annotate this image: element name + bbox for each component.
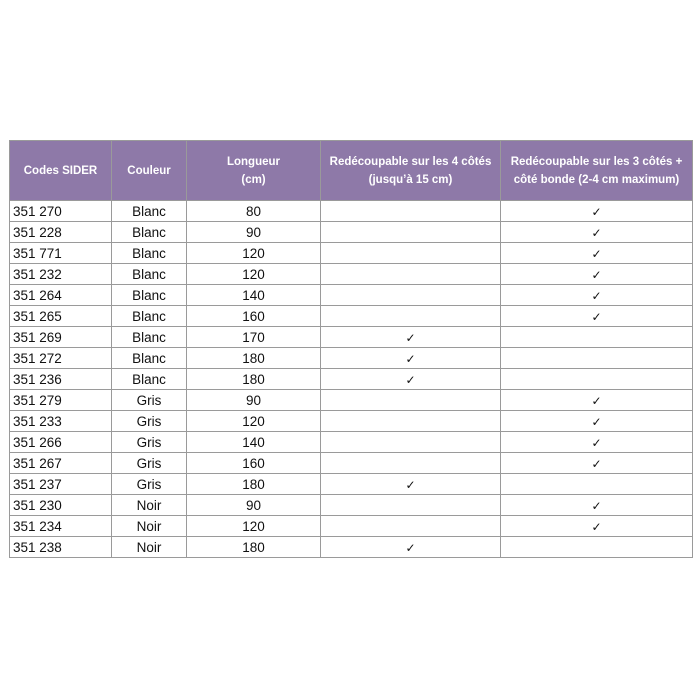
- cell-couleur: Gris: [112, 453, 187, 474]
- cell-three-sides: [501, 306, 693, 327]
- cell-longueur: 160: [187, 306, 321, 327]
- cell-longueur: 120: [187, 264, 321, 285]
- cell-four-sides: [321, 369, 501, 390]
- cell-four-sides: [321, 327, 501, 348]
- table-row: [10, 432, 693, 453]
- cell-four-sides: [321, 411, 501, 432]
- checkmark-icon: ✓: [405, 330, 416, 345]
- cell-code: 351 279: [10, 390, 112, 411]
- cell-four-sides: [321, 243, 501, 264]
- cell-three-sides: [501, 453, 693, 474]
- cell-four-sides: [321, 390, 501, 411]
- header-four-sides: [321, 141, 501, 201]
- checkmark-icon: ✓: [591, 393, 602, 408]
- cell-three-sides: [501, 222, 693, 243]
- checkmark-icon: ✓: [591, 414, 602, 429]
- cell-four-sides: [321, 495, 501, 516]
- checkmark-icon: ✓: [591, 519, 602, 534]
- header-longueur-line-2: (cm): [241, 173, 266, 186]
- table-row: [10, 537, 693, 558]
- cell-code: 351 237: [10, 474, 112, 495]
- cell-couleur: Noir: [112, 537, 187, 558]
- cell-three-sides: [501, 516, 693, 537]
- cell-three-sides: [501, 411, 693, 432]
- table-row: [10, 516, 693, 537]
- header-longueur: [187, 141, 321, 201]
- checkmark-icon: ✓: [405, 351, 416, 366]
- header-three-sides-line-2: côté bonde (2-4 cm maximum): [513, 173, 680, 186]
- cell-four-sides: [321, 348, 501, 369]
- cell-three-sides: [501, 285, 693, 306]
- cell-couleur: Blanc: [112, 201, 187, 222]
- cell-couleur: Blanc: [112, 348, 187, 369]
- cell-four-sides: [321, 453, 501, 474]
- table-row: [10, 243, 693, 264]
- cell-code: 351 771: [10, 243, 112, 264]
- cell-longueur: 120: [187, 243, 321, 264]
- table-row: [10, 306, 693, 327]
- checkmark-icon: ✓: [591, 456, 602, 471]
- table-body: [10, 201, 693, 558]
- cell-code: 351 233: [10, 411, 112, 432]
- table-row: [10, 222, 693, 243]
- cell-three-sides: [501, 201, 693, 222]
- cell-four-sides: [321, 222, 501, 243]
- header-three-sides: [501, 141, 693, 201]
- header-longueur-line-1: Longueur: [226, 155, 281, 168]
- product-table: [9, 140, 693, 558]
- checkmark-icon: ✓: [591, 267, 602, 282]
- table-row: [10, 327, 693, 348]
- cell-longueur: 90: [187, 495, 321, 516]
- cell-three-sides: [501, 432, 693, 453]
- header-couleur: [112, 141, 187, 201]
- checkmark-icon: ✓: [405, 477, 416, 492]
- cell-couleur: Gris: [112, 432, 187, 453]
- table-row: [10, 474, 693, 495]
- table-row: [10, 453, 693, 474]
- cell-code: 351 228: [10, 222, 112, 243]
- cell-code: 351 238: [10, 537, 112, 558]
- header-couleur-line-1: Couleur: [127, 164, 171, 177]
- cell-four-sides: [321, 201, 501, 222]
- cell-code: 351 230: [10, 495, 112, 516]
- table-row: [10, 390, 693, 411]
- cell-three-sides: [501, 369, 693, 390]
- cell-four-sides: [321, 285, 501, 306]
- product-table-container: [9, 140, 692, 558]
- cell-couleur: Gris: [112, 474, 187, 495]
- checkmark-icon: ✓: [591, 288, 602, 303]
- cell-longueur: 120: [187, 516, 321, 537]
- cell-three-sides: [501, 495, 693, 516]
- cell-longueur: 140: [187, 285, 321, 306]
- cell-four-sides: [321, 264, 501, 285]
- cell-four-sides: [321, 474, 501, 495]
- cell-code: 351 264: [10, 285, 112, 306]
- table-row: [10, 495, 693, 516]
- cell-longueur: 180: [187, 369, 321, 390]
- table-row: [10, 285, 693, 306]
- cell-four-sides: [321, 537, 501, 558]
- cell-longueur: 120: [187, 411, 321, 432]
- cell-code: 351 267: [10, 453, 112, 474]
- checkmark-icon: ✓: [591, 309, 602, 324]
- cell-longueur: 160: [187, 453, 321, 474]
- cell-code: 351 232: [10, 264, 112, 285]
- cell-longueur: 90: [187, 390, 321, 411]
- cell-longueur: 90: [187, 222, 321, 243]
- cell-three-sides: [501, 243, 693, 264]
- checkmark-icon: ✓: [591, 246, 602, 261]
- cell-four-sides: [321, 432, 501, 453]
- cell-couleur: Blanc: [112, 264, 187, 285]
- table-row: [10, 348, 693, 369]
- cell-longueur: 80: [187, 201, 321, 222]
- checkmark-icon: ✓: [591, 225, 602, 240]
- cell-longueur: 140: [187, 432, 321, 453]
- cell-longueur: 180: [187, 474, 321, 495]
- table-header-row: [10, 141, 693, 201]
- header-four-sides-line-1: Redécoupable sur les 4 côtés: [329, 155, 492, 168]
- cell-longueur: 180: [187, 537, 321, 558]
- cell-couleur: Blanc: [112, 369, 187, 390]
- cell-couleur: Blanc: [112, 306, 187, 327]
- cell-code: 351 236: [10, 369, 112, 390]
- table-row: [10, 369, 693, 390]
- cell-couleur: Noir: [112, 495, 187, 516]
- table-row: [10, 264, 693, 285]
- checkmark-icon: ✓: [405, 540, 416, 555]
- cell-longueur: 180: [187, 348, 321, 369]
- cell-couleur: Blanc: [112, 243, 187, 264]
- cell-couleur: Noir: [112, 516, 187, 537]
- cell-code: 351 269: [10, 327, 112, 348]
- checkmark-icon: ✓: [591, 204, 602, 219]
- cell-couleur: Blanc: [112, 327, 187, 348]
- table-row: [10, 411, 693, 432]
- header-codes-sider-line-1: Codes SIDER: [23, 164, 98, 177]
- cell-three-sides: [501, 348, 693, 369]
- cell-three-sides: [501, 474, 693, 495]
- cell-code: 351 234: [10, 516, 112, 537]
- header-codes-sider: [10, 141, 112, 201]
- header-four-sides-line-2: (jusqu’à 15 cm): [368, 173, 453, 186]
- checkmark-icon: ✓: [591, 498, 602, 513]
- cell-code: 351 265: [10, 306, 112, 327]
- cell-three-sides: [501, 327, 693, 348]
- cell-four-sides: [321, 306, 501, 327]
- cell-three-sides: [501, 264, 693, 285]
- cell-code: 351 270: [10, 201, 112, 222]
- cell-couleur: Gris: [112, 411, 187, 432]
- cell-four-sides: [321, 516, 501, 537]
- cell-code: 351 266: [10, 432, 112, 453]
- cell-three-sides: [501, 390, 693, 411]
- cell-couleur: Blanc: [112, 285, 187, 306]
- cell-couleur: Gris: [112, 390, 187, 411]
- header-three-sides-line-1: Redécoupable sur les 3 côtés +: [510, 155, 683, 168]
- table-row: [10, 201, 693, 222]
- cell-couleur: Blanc: [112, 222, 187, 243]
- cell-three-sides: [501, 537, 693, 558]
- checkmark-icon: ✓: [405, 372, 416, 387]
- checkmark-icon: ✓: [591, 435, 602, 450]
- cell-longueur: 170: [187, 327, 321, 348]
- cell-code: 351 272: [10, 348, 112, 369]
